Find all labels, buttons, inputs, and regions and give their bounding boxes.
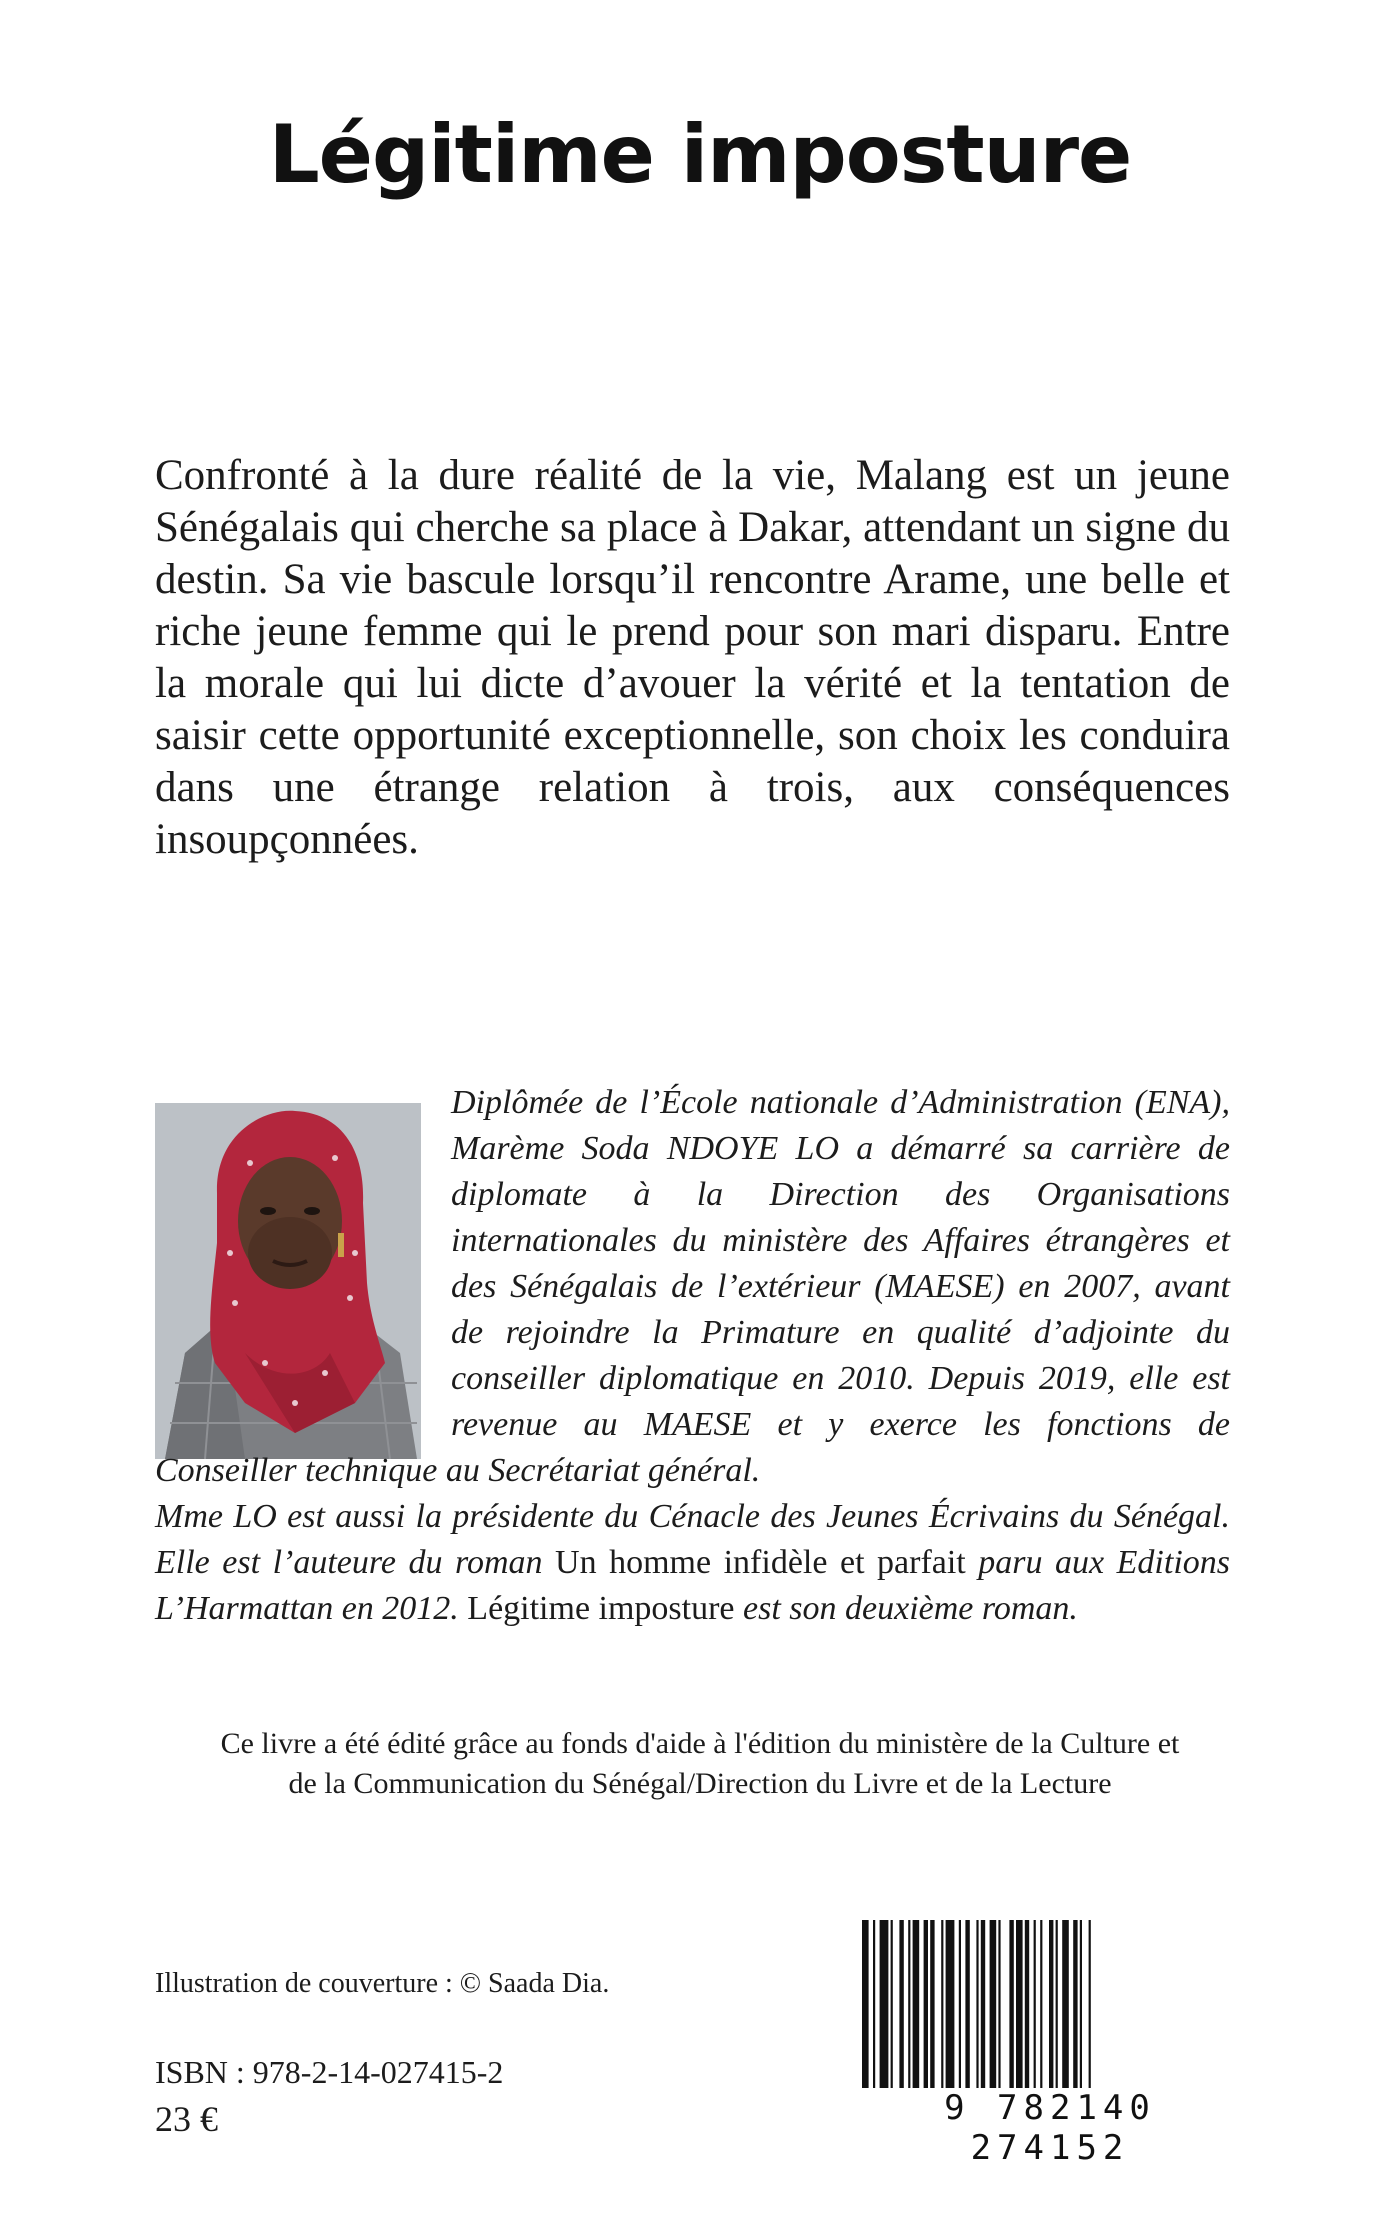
barcode-bar [1040,1920,1042,2088]
barcode-digits: 9 782140 274152 [944,2088,1156,2168]
barcode-bar [908,1920,910,2088]
barcode-bar [965,1920,969,2088]
barcode-bar [1062,1920,1069,2088]
funding-note-line-2: de la Communication du Sénégal/Direction du Livre et de la Lecture [288,1767,1112,1800]
barcode-bar [1025,1920,1029,2088]
book-title: Légitime imposture [268,108,1132,201]
barcode-bar [1073,1920,1077,2088]
bio-paragraph-2 [155,1494,1230,1632]
barcode-bar [899,1920,903,2088]
isbn: ISBN : 978-2-14-027415-2 [155,2054,504,2090]
barcode-bar [998,1920,1000,2088]
barcode-bar [946,1920,955,2088]
illustration-credit: Illustration de couverture : © Saada Dia. [155,1968,610,1999]
bio-text: Mme LO est aussi la présidente du Cénacle des Jeunes Écrivains du Sénégal. Elle est l’auteure du roman [155,1498,1230,1581]
funding-note-line-1: Ce livre a été édité grâce au fonds d'aide à l'édition du ministère de la Culture et [220,1727,1180,1760]
bio-paragraph-1: Diplômée de l’École nationale d’Administration (ENA), Marème Soda NDOYE LO a démarré sa carrière de diplomate à la Direction des Organisations internationales du ministère des Affaires étrangères et des Sénégalais de l’extérieur (MAESE) en 2007, avant de rejoindre la Primature en qualité d’adjointe du conseiller diplomatique en 2010. Depuis 2019, elle est revenue au MAESE et y exerce les fonctions de Conseiller technique au Secrétariat général. [155,1084,1230,1489]
barcode-bar [880,1920,889,2088]
funding-note [0,1724,1400,1804]
synopsis-paragraph: Confronté à la dure réalité de la vie, Malang est un jeune Sénégalais qui cherche sa place à Dakar, attendant un signe du destin. Sa vie bascule lorsqu’il rencontre Arame, une belle et riche jeune femme qui le prend pour son mari disparu. Entre la morale qui lui dicte d’avouer la vérité et la tentation de saisir cette opportunité exceptionnelle, son choix les conduira dans une étrange relation à trois, aux conséquences insoupçonnées. [155,452,1230,863]
bio-text: est son deuxième roman. [734,1590,1078,1627]
bio-book-title-2: Légitime imposture [467,1590,735,1627]
barcode-bar [913,1920,920,2088]
barcode [858,1920,1242,2098]
barcode-bar [862,1920,869,2088]
barcode-bar [1049,1920,1053,2088]
barcode-bar [891,1920,893,2088]
barcode-bar [924,1920,928,2088]
barcode-bar [990,1920,997,2088]
barcode-bars [858,1920,1242,2088]
barcode-bar [959,1920,961,2088]
barcode-bar [930,1920,934,2088]
barcode-bar [981,1920,985,2088]
price: 23 € [155,2099,218,2139]
author-biography [155,1080,1230,1632]
barcode-bar [1016,1920,1023,2088]
barcode-bar [1009,1920,1013,2088]
bio-text: paru aux Editions L’Harmattan en 2012. [155,1544,1230,1627]
bio-book-title-1: Un homme infidèle et parfait [555,1544,966,1581]
barcode-bar [1089,1920,1091,2088]
barcode-bar [1034,1920,1036,2088]
barcode-bar [1080,1920,1082,2088]
barcode-bar [1056,1920,1058,2088]
barcode-bar [976,1920,978,2088]
barcode-bar [873,1920,875,2088]
barcode-bar [941,1920,943,2088]
